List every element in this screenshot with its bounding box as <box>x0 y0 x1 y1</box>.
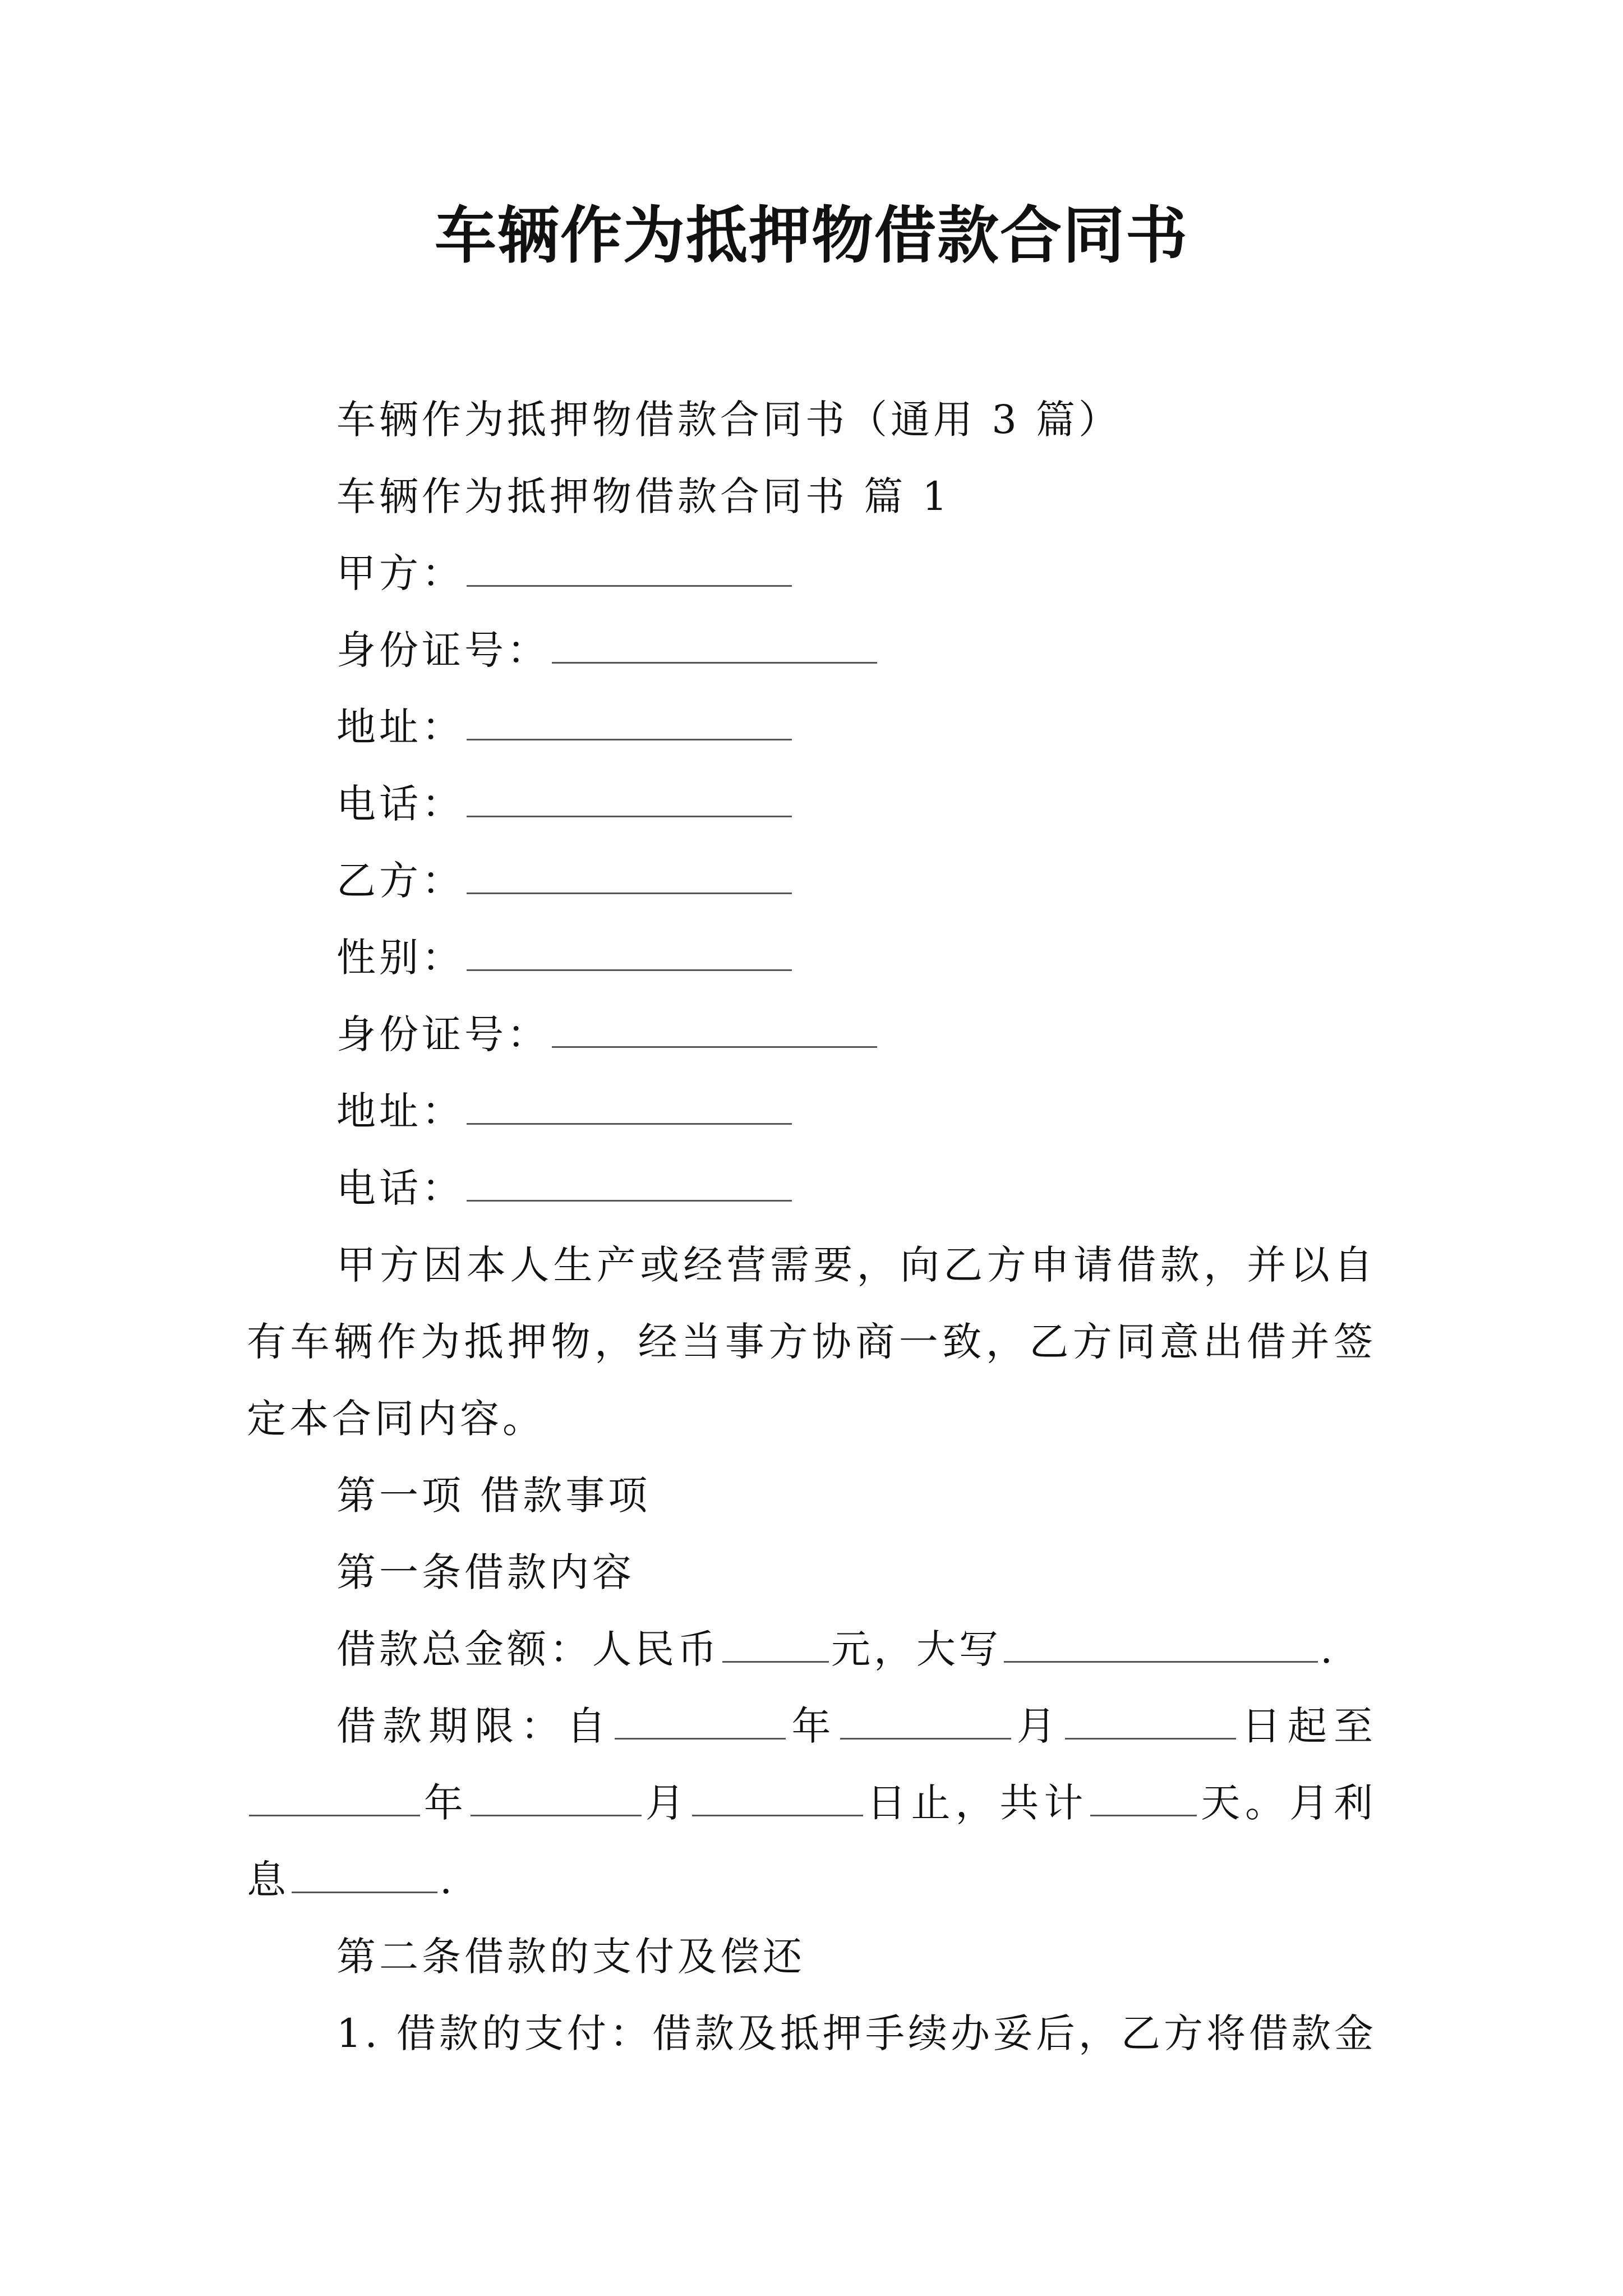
party-a-id-label: 身份证号： <box>336 627 550 673</box>
party-a-phone-label: 电话： <box>336 781 464 827</box>
document-title: 车辆作为抵押物借款合同书 <box>435 200 1188 272</box>
loan-term-day-from-label: 日起至 <box>1238 1703 1377 1749</box>
party-a-id-row <box>247 612 1376 689</box>
party-b-name-blank[interactable] <box>467 853 792 894</box>
party-b-address-blank[interactable] <box>467 1084 792 1125</box>
party-a-name-blank[interactable] <box>467 546 792 587</box>
party-a-address-label: 地址： <box>336 704 464 750</box>
loan-start-month-blank[interactable] <box>840 1699 1011 1740</box>
party-a-address-row <box>247 689 1376 766</box>
party-b-phone-blank[interactable] <box>467 1161 792 1202</box>
article-2-heading: 第二条借款的支付及偿还 <box>336 1934 805 1980</box>
party-a-id-blank[interactable] <box>552 623 877 664</box>
loan-amount-number-blank[interactable] <box>722 1622 829 1663</box>
loan-term-days-label: 天。月利息 <box>247 1780 1377 1903</box>
loan-term-year-label: 年 <box>788 1703 838 1749</box>
party-a-phone-blank[interactable] <box>467 776 792 817</box>
loan-amount-row <box>247 1611 1376 1688</box>
party-b-address-row <box>247 1073 1376 1150</box>
party-b-phone-label: 电话： <box>336 1165 464 1211</box>
loan-start-day-blank[interactable] <box>1065 1699 1236 1740</box>
monthly-interest-blank[interactable] <box>292 1852 437 1893</box>
loan-term-year2-label: 年 <box>422 1780 468 1826</box>
party-a-phone-row <box>247 766 1376 843</box>
loan-term-day-to-label: 日止，共计 <box>865 1780 1089 1826</box>
item-1-heading: 第一项 借款事项 <box>336 1473 651 1519</box>
payment-clause: 1. 借款的支付：借款及抵押手续办妥后，乙方将借款金 <box>336 2010 1377 2056</box>
party-b-id-row <box>247 996 1376 1073</box>
party-a-name-row <box>247 535 1376 612</box>
loan-amount-prefix: 借款总金额：人民币 <box>336 1626 720 1672</box>
party-a-name-label: 甲方： <box>336 550 464 596</box>
loan-term-month-label: 月 <box>1013 1703 1063 1749</box>
loan-term-end: . <box>440 1857 456 1903</box>
intro-paragraph: 甲方因本人生产或经营需要，向乙方申请借款，并以自有车辆作为抵押物，经当事方协商一致，乙方同意出借并签定本合同内容。 <box>247 1242 1376 1442</box>
loan-end-day-blank[interactable] <box>692 1775 863 1816</box>
section-heading: 车辆作为抵押物借款合同书 篇 1 <box>336 473 951 519</box>
loan-start-year-blank[interactable] <box>615 1699 786 1740</box>
party-b-phone-row <box>247 1150 1376 1227</box>
party-b-gender-row <box>247 919 1376 996</box>
loan-end-year-blank[interactable] <box>249 1775 420 1816</box>
loan-amount-end: . <box>1320 1626 1336 1672</box>
article-1-heading: 第一条借款内容 <box>336 1549 635 1595</box>
loan-amount-words-blank[interactable] <box>1004 1622 1318 1663</box>
party-b-gender-label: 性别： <box>336 935 464 981</box>
party-b-name-label: 乙方： <box>336 858 464 904</box>
party-a-address-blank[interactable] <box>467 700 792 740</box>
loan-term-month2-label: 月 <box>643 1780 690 1826</box>
loan-end-month-blank[interactable] <box>471 1775 642 1816</box>
document-body <box>247 381 1376 2072</box>
loan-total-days-blank[interactable] <box>1090 1775 1197 1816</box>
party-b-name-row <box>247 843 1376 919</box>
loan-term-prefix: 借款期限：自 <box>336 1703 613 1749</box>
party-b-address-label: 地址： <box>336 1088 464 1134</box>
document-subtitle: 车辆作为抵押物借款合同书（通用 3 篇） <box>336 397 1122 443</box>
party-b-gender-blank[interactable] <box>467 930 792 971</box>
loan-term-paragraph <box>247 1688 1376 1918</box>
party-b-id-blank[interactable] <box>552 1007 877 1048</box>
loan-amount-yuan-label: 元，大写 <box>831 1626 1002 1672</box>
party-b-id-label: 身份证号： <box>336 1011 550 1057</box>
